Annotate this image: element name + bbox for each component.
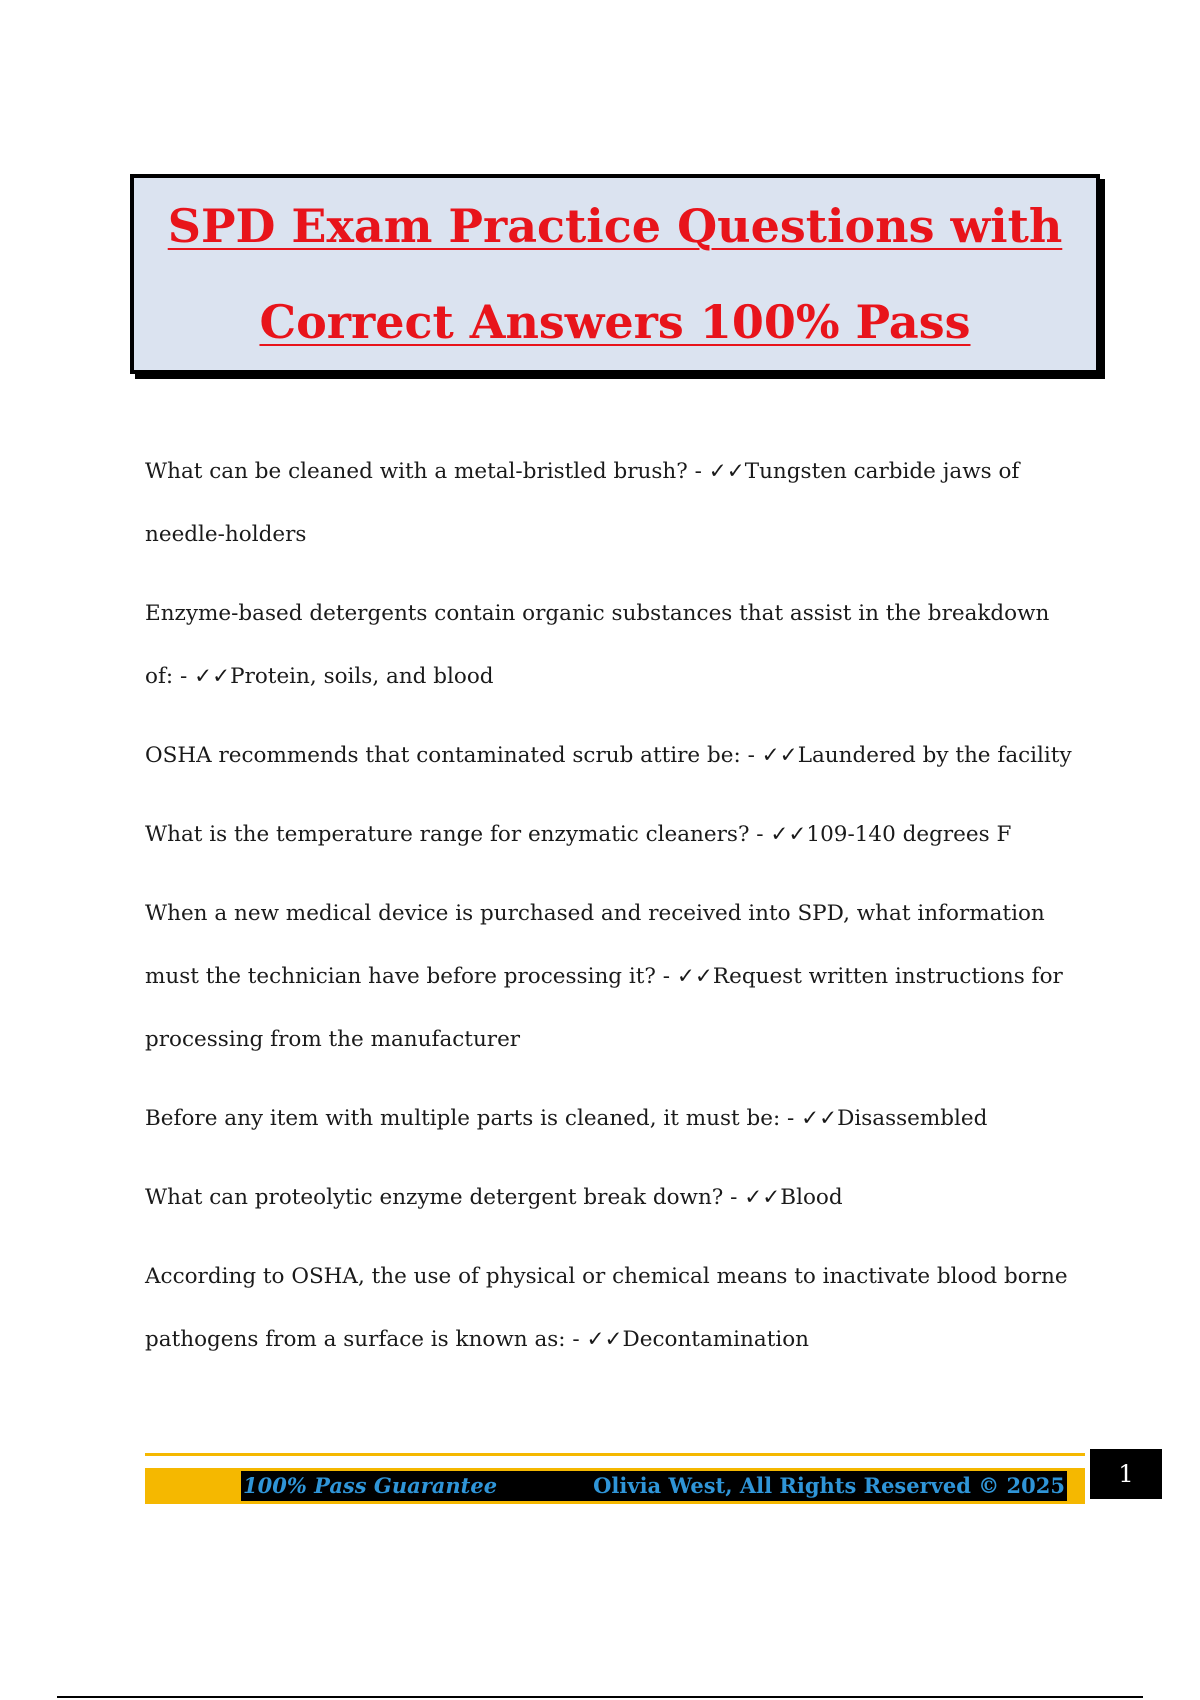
separator: -: [687, 459, 709, 484]
answer-text: ✓✓Protein, soils, and blood: [194, 664, 494, 689]
qa-item: [145, 1245, 1075, 1371]
question-text: What can be cleaned with a metal-bristled brush?: [145, 459, 688, 484]
answer-text: ✓✓Request written instructions for processing from the manufacturer: [145, 964, 1063, 1052]
qa-list: [145, 440, 1075, 1387]
qa-item: [145, 803, 1075, 866]
answer-text: ✓✓Tungsten carbide jaws of needle-holders: [145, 459, 1020, 547]
answer-text: ✓✓109-140 degrees F: [770, 822, 1012, 847]
footer-inner: [241, 1471, 1067, 1501]
footer-rule: [145, 1453, 1085, 1456]
question-text: When a new medical device is purchased and received into SPD, what information must the technician have before processing it?: [145, 901, 1045, 989]
document-title-line-1: SPD Exam Practice Questions with: [167, 199, 1063, 253]
separator: -: [173, 664, 195, 689]
separator: -: [740, 743, 762, 768]
separator: -: [780, 1106, 802, 1131]
qa-item: [145, 724, 1075, 787]
question-text: OSHA recommends that contaminated scrub attire be:: [145, 743, 741, 768]
document-title-line-2: Correct Answers 100% Pass: [259, 295, 971, 349]
bottom-rule: [57, 1696, 1143, 1698]
qa-item: [145, 1166, 1075, 1229]
footer-guarantee-text: 100% Pass Guarantee: [243, 1473, 498, 1498]
answer-text: ✓✓Disassembled: [801, 1106, 988, 1131]
question-text: What is the temperature range for enzymatic cleaners?: [145, 822, 750, 847]
page-number: 1: [1090, 1449, 1162, 1499]
answer-text: ✓✓Laundered by the facility: [761, 743, 1072, 768]
separator: -: [749, 822, 771, 847]
question-text: What can proteolytic enzyme detergent break down?: [145, 1185, 724, 1210]
question-text: Enzyme-based detergents contain organic substances that assist in the breakdown of:: [145, 601, 1050, 689]
answer-text: ✓✓Decontamination: [586, 1327, 810, 1352]
qa-item: [145, 582, 1075, 708]
footer-copyright-text: Olivia West, All Rights Reserved © 2025: [593, 1473, 1065, 1498]
title-box: [130, 174, 1100, 374]
separator: -: [565, 1327, 587, 1352]
answer-text: ✓✓Blood: [744, 1185, 843, 1210]
separator: -: [655, 964, 677, 989]
qa-item: [145, 882, 1075, 1071]
qa-item: [145, 440, 1075, 566]
footer-bar: [145, 1468, 1085, 1504]
separator: -: [723, 1185, 745, 1210]
question-text: According to OSHA, the use of physical or chemical means to inactivate blood borne pathogens from a surface is known as:: [145, 1264, 1068, 1352]
question-text: Before any item with multiple parts is cleaned, it must be:: [145, 1106, 781, 1131]
qa-item: [145, 1087, 1075, 1150]
